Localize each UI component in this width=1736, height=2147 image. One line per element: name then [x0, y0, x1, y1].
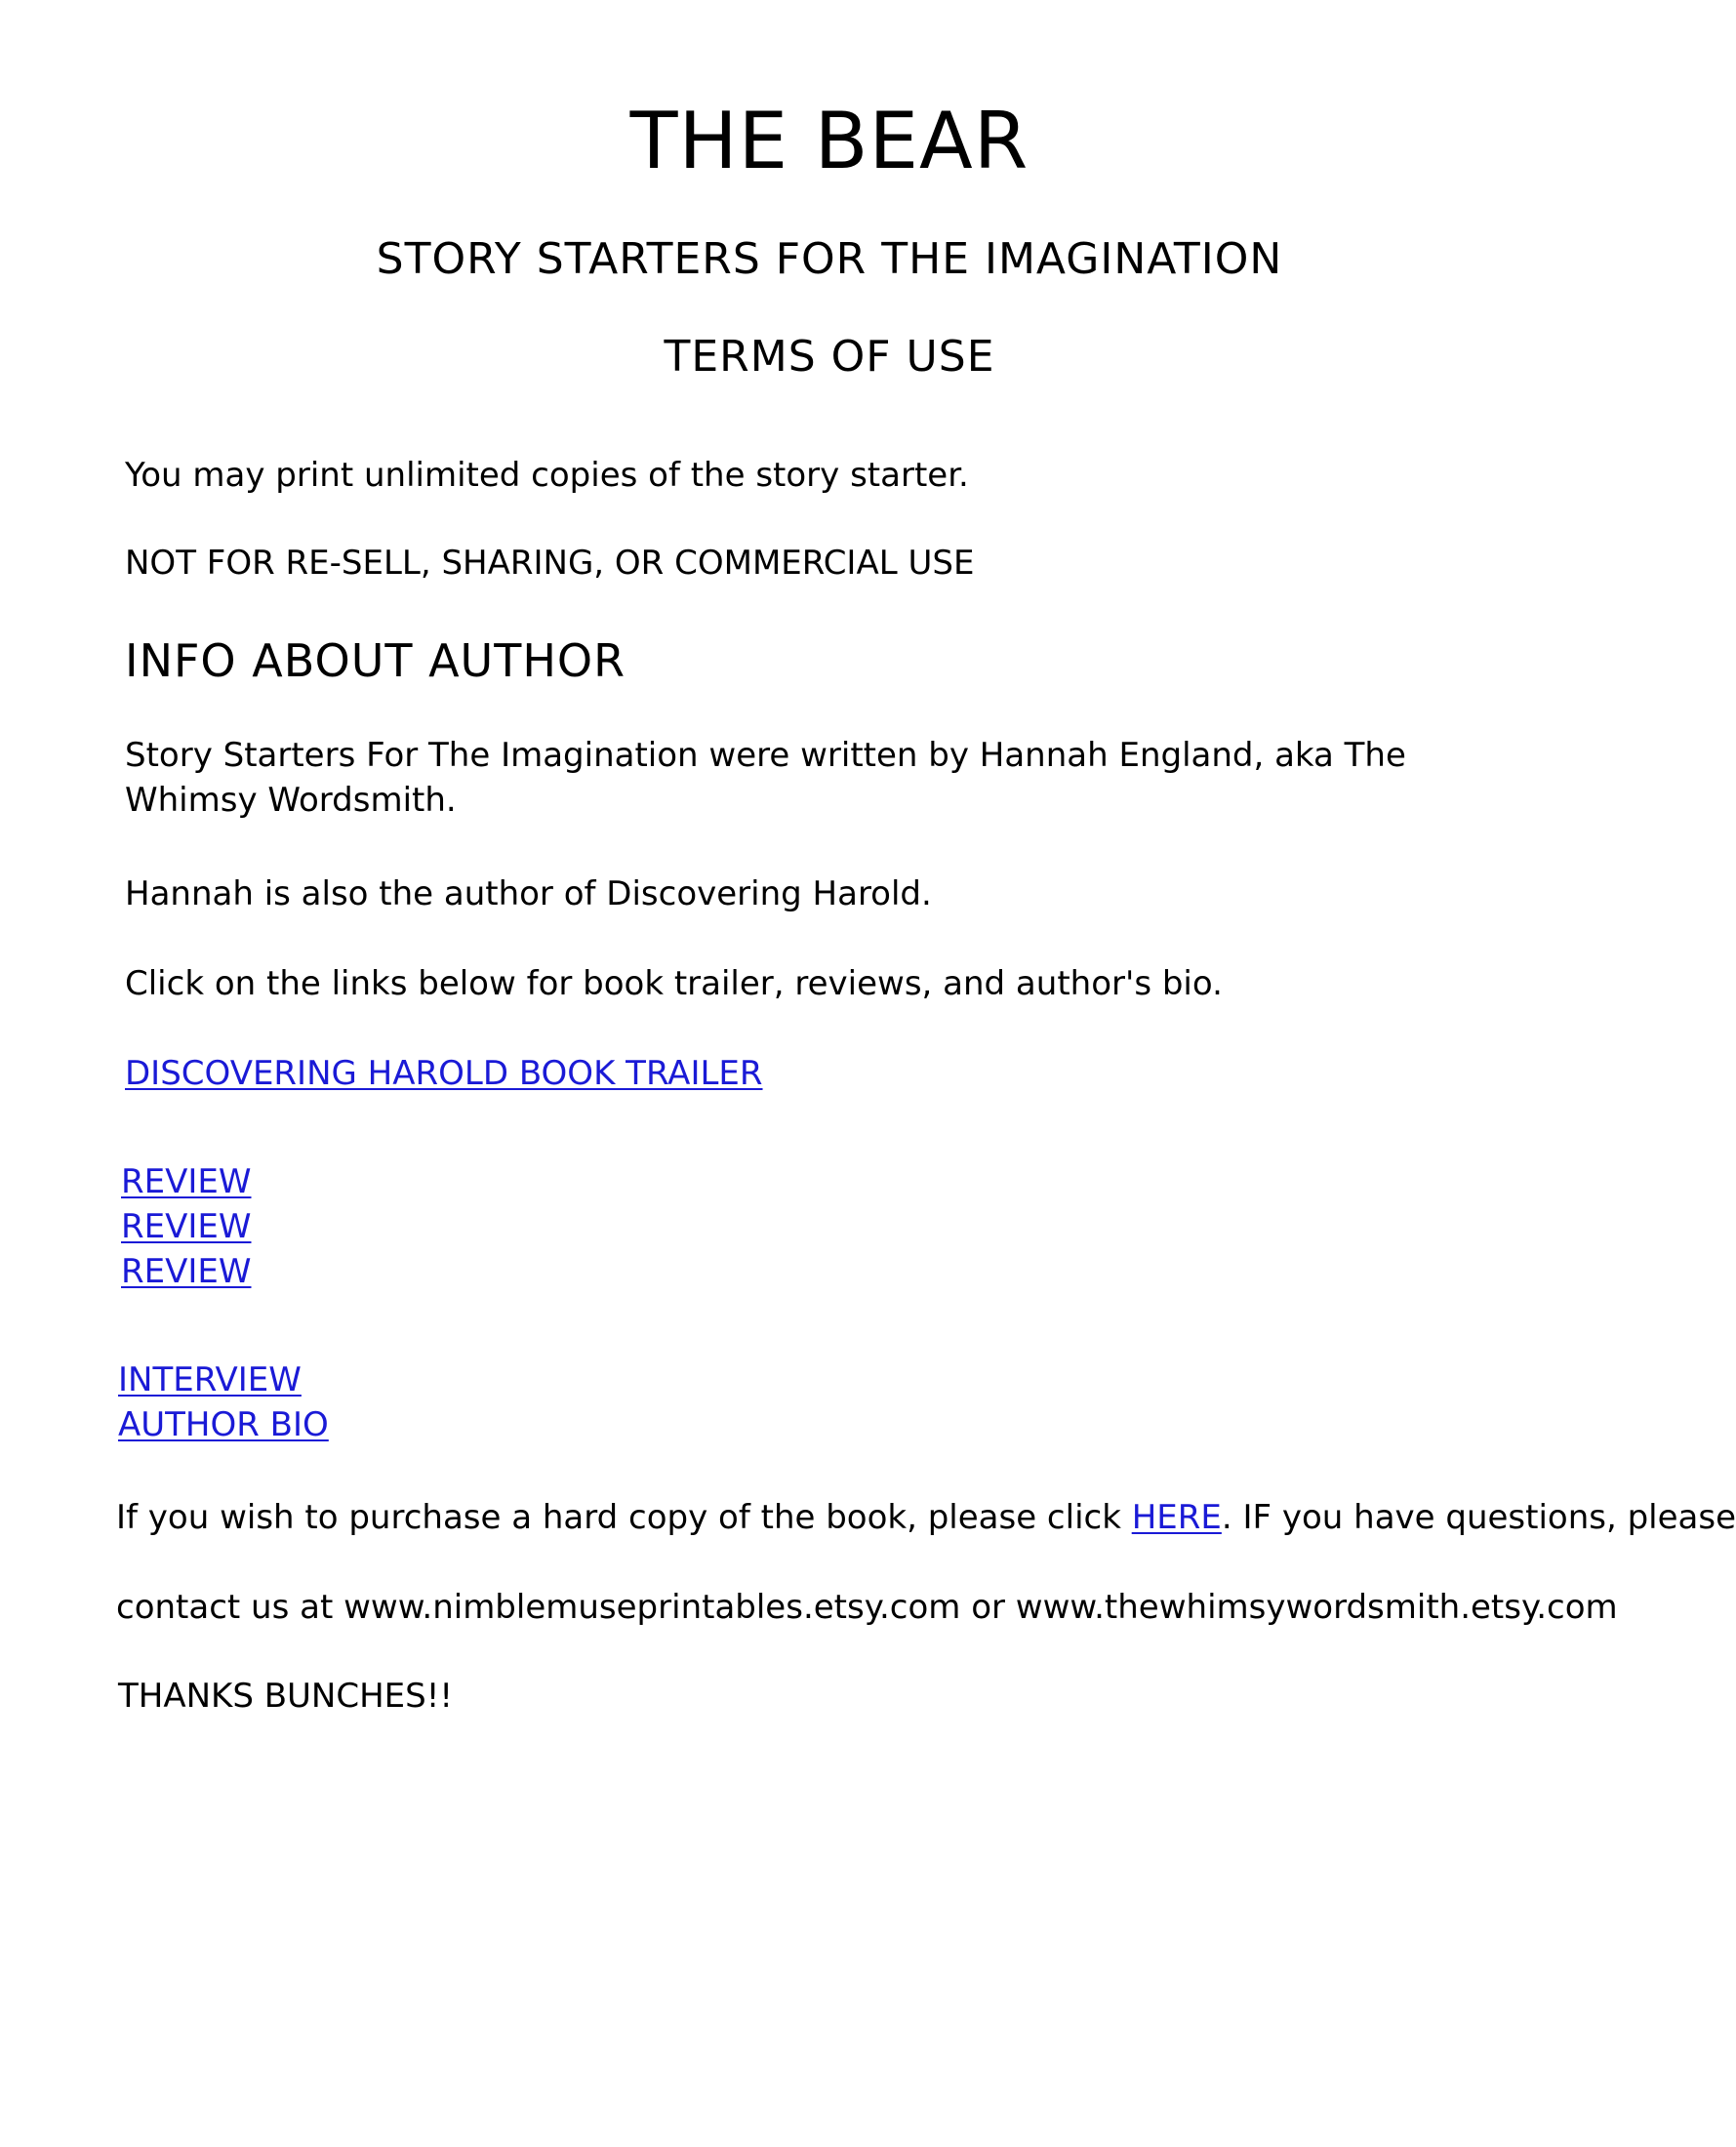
purchase-text-after: . IF you have questions, please	[1221, 1498, 1736, 1537]
review-links	[121, 1159, 252, 1294]
author-paragraph-3: Click on the links below for book trailer, reviews, and author's bio.	[125, 964, 1223, 1003]
review-link-1[interactable]: REVIEW	[121, 1162, 252, 1201]
document-title: THE BEAR	[629, 96, 1029, 186]
terms-line-1: You may print unlimited copies of the story starter.	[125, 456, 969, 495]
purchase-text-before: If you wish to purchase a hard copy of the book, please click	[116, 1498, 1132, 1537]
review-link-3[interactable]: REVIEW	[121, 1252, 252, 1291]
terms-line-2: NOT FOR RE-SELL, SHARING, OR COMMERCIAL USE	[125, 544, 975, 583]
contact-line: contact us at www.nimblemuseprintables.etsy.com or www.thewhimsywordsmith.etsy.com	[116, 1588, 1618, 1627]
purchase-here-link[interactable]: HERE	[1131, 1498, 1222, 1537]
interview-link[interactable]: INTERVIEW	[118, 1360, 302, 1399]
author-heading: INFO ABOUT AUTHOR	[125, 634, 626, 687]
document-subtitle: STORY STARTERS FOR THE IMAGINATION	[376, 234, 1283, 284]
author-paragraph-1: Story Starters For The Imagination were written by Hannah England, aka The Whimsy Wordsmith.	[125, 736, 1406, 820]
review-link-2[interactable]: REVIEW	[121, 1207, 252, 1246]
author-paragraph-2: Hannah is also the author of Discovering Harold.	[125, 874, 932, 913]
terms-heading: TERMS OF USE	[664, 332, 995, 382]
closing-line: THANKS BUNCHES!!	[118, 1677, 453, 1716]
purchase-line	[116, 1495, 1736, 1540]
book-trailer-link[interactable]: DISCOVERING HAROLD BOOK TRAILER	[125, 1054, 763, 1093]
author-links	[118, 1357, 329, 1447]
author-bio-link[interactable]: AUTHOR BIO	[118, 1405, 329, 1444]
